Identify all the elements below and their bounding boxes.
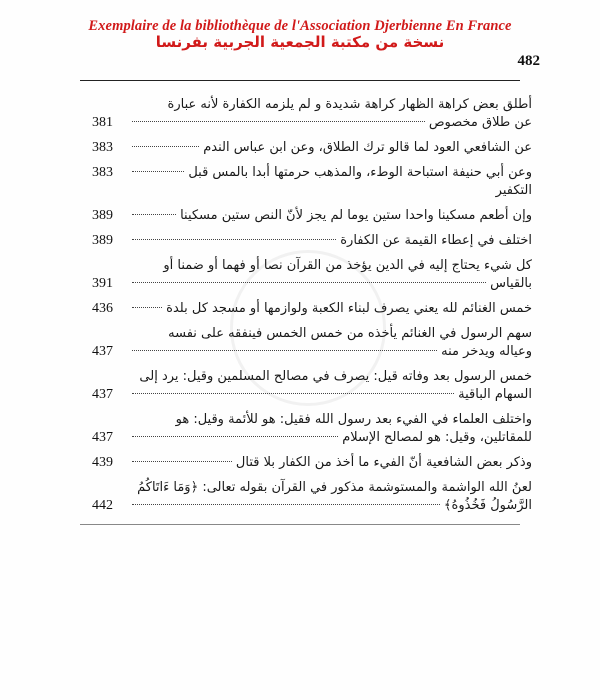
- leader-dots: [132, 436, 338, 437]
- entry-text: وذكر بعض الشافعية أنّ الفيء ما أخذ من الكفار بلا قتال: [235, 455, 532, 470]
- index-entry: [92, 96, 532, 132]
- leader-dots: [132, 307, 162, 308]
- entry-page: 383: [92, 140, 113, 155]
- entry-text: خمس الغنائم لله يعني يصرف لبناء الكعبة ولوازمها أو مسجد كل بلدة: [166, 301, 532, 316]
- leader-dots: [132, 282, 486, 283]
- entry-text: الرَّسُولُ فَخُذُوهُ﴾: [443, 498, 532, 513]
- leader-dots: [132, 146, 199, 147]
- entry-page: 437: [92, 387, 113, 402]
- library-stamp-arabic: نسخة من مكتبة الجمعية الجربية بفرنسا: [155, 33, 445, 51]
- entry-text: عن طلاق مخصوص: [428, 115, 532, 130]
- index-entry: [92, 232, 532, 250]
- entry-text: خمس الرسول بعد وفاته قيل: يصرف في مصالح المسلمين وقيل: يرد إلى: [139, 369, 532, 384]
- entry-text: للمقاتلين، وقيل: هو لمصالح الإسلام: [342, 430, 532, 445]
- entry-page: 437: [92, 430, 113, 445]
- leader-dots: [132, 171, 184, 172]
- leader-dots: [132, 461, 232, 462]
- entry-text: عن الشافعي العود لما قالو ترك الطلاق، وعن ابن عباس الندم: [203, 140, 532, 155]
- page-number: 482: [517, 53, 540, 69]
- leader-dots: [132, 121, 425, 122]
- entry-text: كل شيء يحتاج إليه في الدين يؤخذ من القرآن نصا أو فهما أو ضمنا أو: [163, 258, 532, 273]
- library-stamp-french: Exemplaire de la bibliothèque de l'Association Djerbienne En France: [88, 18, 512, 34]
- index-entry: [92, 454, 532, 472]
- index-entry: [92, 325, 532, 361]
- entry-page: 383: [92, 165, 113, 180]
- top-rule: [80, 80, 520, 81]
- leader-dots: [132, 504, 440, 505]
- bottom-rule: [80, 524, 520, 525]
- entry-text: اختلف في إعطاء القيمة عن الكفارة: [340, 233, 532, 248]
- entry-text: وإن أطعم مسكينا واحدا ستين يوما لم يجز لأنّ النص ستين مسكينا: [180, 208, 532, 223]
- entry-text: سهم الرسول في الغنائم يأخذه من خمس الخمس فينفقه على نفسه: [168, 326, 532, 341]
- index-entry: [92, 411, 532, 447]
- index-entry: [92, 368, 532, 404]
- entry-page: 439: [92, 455, 113, 470]
- entry-page: 391: [92, 276, 113, 291]
- index-entry: [92, 139, 532, 157]
- leader-dots: [132, 239, 336, 240]
- entry-text: لعنُ الله الواشمة والمستوشمة مذكور في القرآن بقوله تعالى: ﴿وَمَا ءَاتَاكُمُ: [137, 480, 532, 495]
- entry-text: أطلق بعض كراهة الظهار كراهة شديدة و لم يلزمه الكفارة لأنه عبارة: [167, 97, 532, 112]
- entry-text: بالقياس: [490, 276, 532, 291]
- index-entry: [92, 207, 532, 225]
- index-entry: [92, 300, 532, 318]
- entry-text: وعن أبي حنيفة استباحة الوطء، والمذهب حرمتها أبدا بالمس قبل: [188, 165, 532, 180]
- entry-text: وعياله ويدخر منه: [441, 344, 532, 359]
- entry-page: 389: [92, 208, 113, 223]
- index-entry: [92, 164, 532, 200]
- entry-text: التكفير: [495, 183, 532, 198]
- entry-page: 442: [92, 498, 113, 513]
- entry-text: واختلف العلماء في الفيء بعد رسول الله فقيل: هو للأئمة وقيل: هو: [175, 412, 532, 427]
- entry-page: 381: [92, 115, 113, 130]
- index-entry: [92, 257, 532, 293]
- leader-dots: [132, 214, 176, 215]
- index-entry: [92, 479, 532, 515]
- index-list: [92, 96, 532, 522]
- entry-text: السهام الباقية: [458, 387, 532, 402]
- entry-page: 436: [92, 301, 113, 316]
- leader-dots: [132, 393, 454, 394]
- entry-page: 389: [92, 233, 113, 248]
- entry-page: 437: [92, 344, 113, 359]
- leader-dots: [132, 350, 437, 351]
